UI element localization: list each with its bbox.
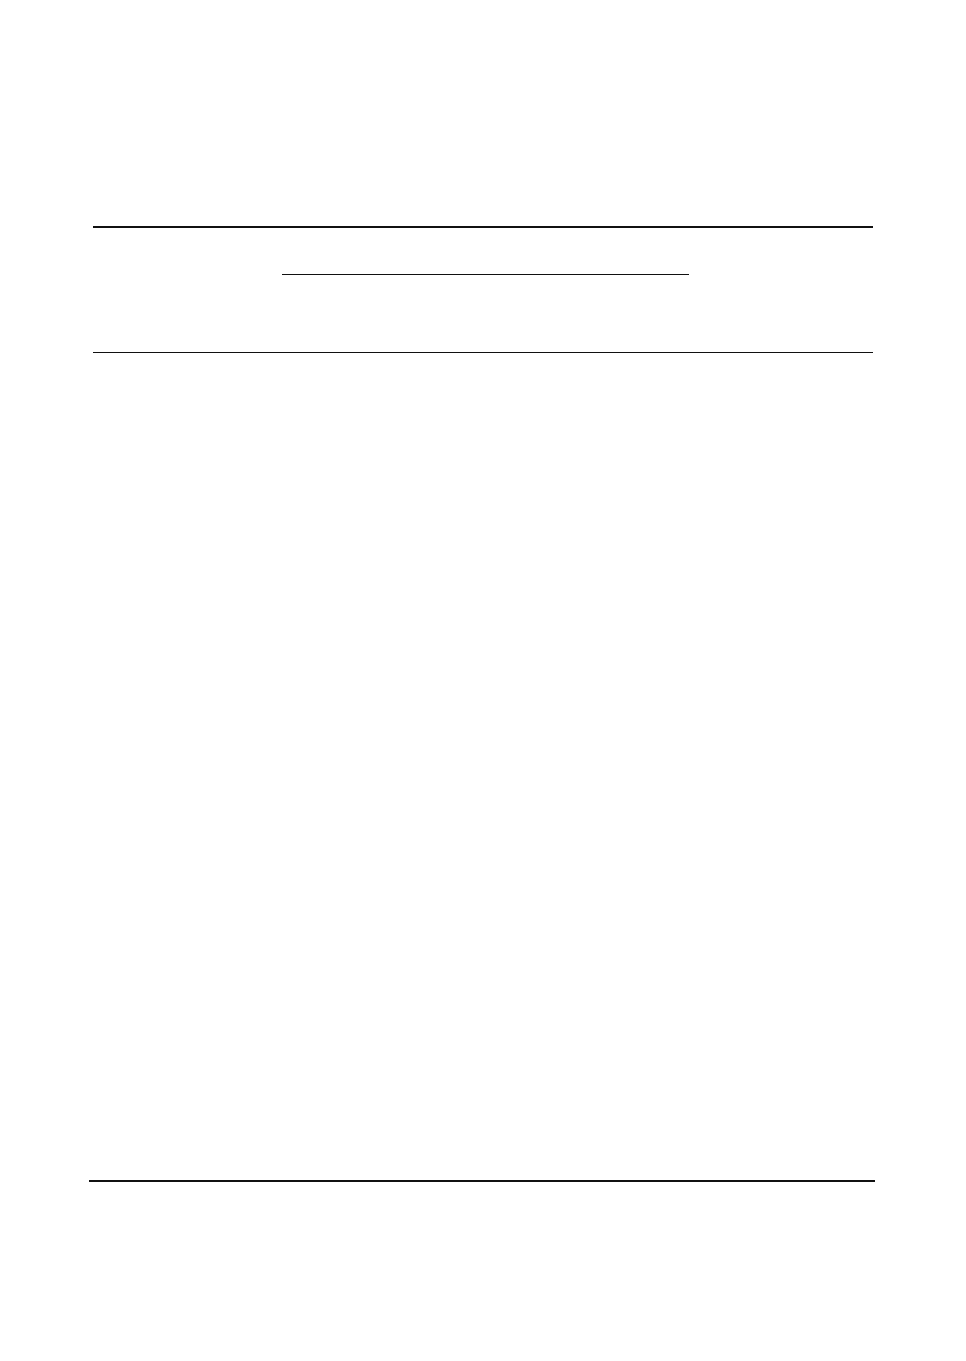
group-header-rule — [282, 274, 689, 275]
table-header-rule — [93, 352, 873, 353]
source-english-line — [190, 1255, 196, 1273]
table-top-rule — [93, 226, 873, 228]
table-bottom-rule — [89, 1180, 875, 1182]
table-title-english — [122, 176, 142, 197]
table-title-thai — [122, 144, 146, 167]
